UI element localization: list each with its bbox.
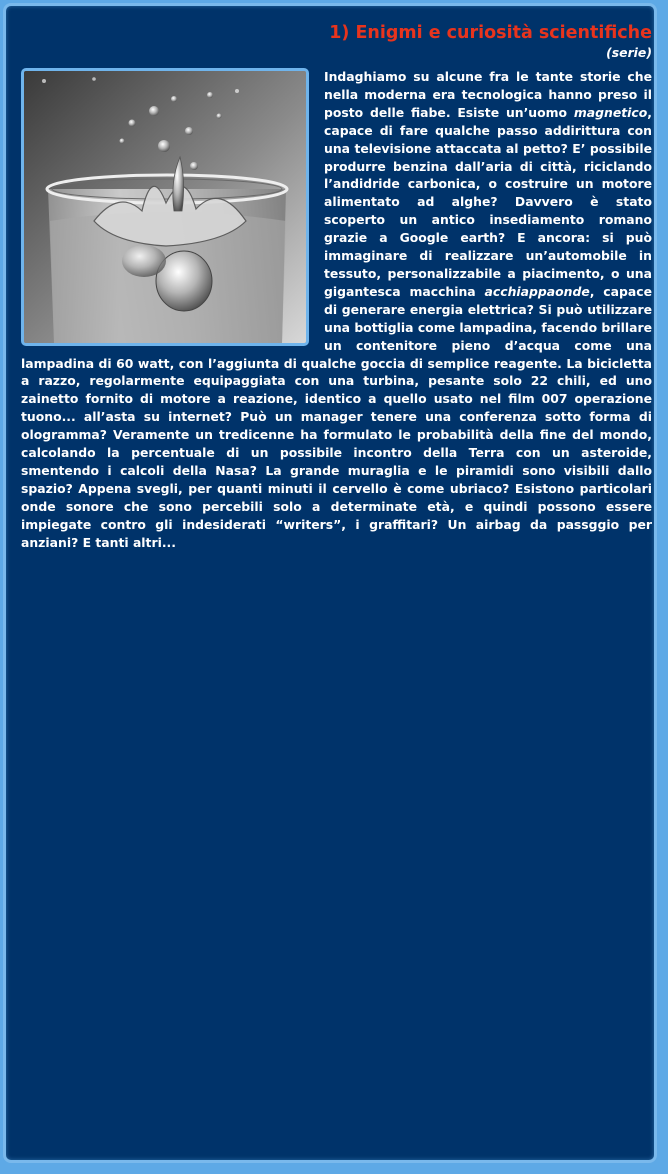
article-panel xyxy=(3,3,657,1163)
article-photo xyxy=(21,68,309,346)
body-text-3: , capace di generare energia elettrica? Si può utilizzare una bottiglia come lampadina, facendo brillare un contenitore pieno d’acqua come una lampadina di 60 watt, con l’aggiunta di qualche goccia di semplice reagente. La bicicletta a razzo, regolarmente equipaggiata con una turbina, pesante solo 22 chili, ed uno zainetto fornito di motore a reazione, identico a quello usato nel film 007 operazione tuono... all’asta su internet? Può un manager tenere una conferenza sotto forma di ologramma? Veramente un tredicenne ha formulato le probabilità della fine del mondo, calcolando la percentuale di un possibile incontro della Terra con un asteroide, smentendo i calcoli della Nasa? La grande muraglia e le piramidi sono visibili dallo spazio? Appena svegli, per quanti minuti il cervello è come ubriaco? Esistono particolari onde sonore che sono percebili solo a determinate età, e quindi possono essere impiegate contro gli indesiderati “writers”, i graffitari? Un airbag da passggio per anziani? E tanti altri... xyxy=(21,283,653,550)
article-subtitle: (serie) xyxy=(606,45,652,60)
water-glass-splash-image xyxy=(24,71,306,343)
body-text-2: , capace di fare qualche passo addirittura con una televisione attaccata al petto? E’ possibile produrre benzina dall’aria di città, riciclando l’andidride carbonica, o costruire un motore alimentato ad alghe? Davvero è stato scoperto un antico insediamento romano grazie a Google earth? E ancora: si può immaginare di realizzare un’automobile in tessuto, personalizzabile a piacimento, o una gigantesca macchina xyxy=(324,104,652,299)
body-text-italic-magnetico: magnetico xyxy=(573,104,648,120)
article-content xyxy=(21,22,652,551)
article-title: 1) Enigmi e curiosità scientifiche xyxy=(329,23,652,43)
body-text-1: Indaghiamo su alcune fra le tante storie che nella moderna era tecnologica hanno preso il posto delle fiabe. Esiste un’uomo xyxy=(324,69,652,120)
body-text-italic-acchiappaonde: acchiappaonde xyxy=(484,283,590,299)
